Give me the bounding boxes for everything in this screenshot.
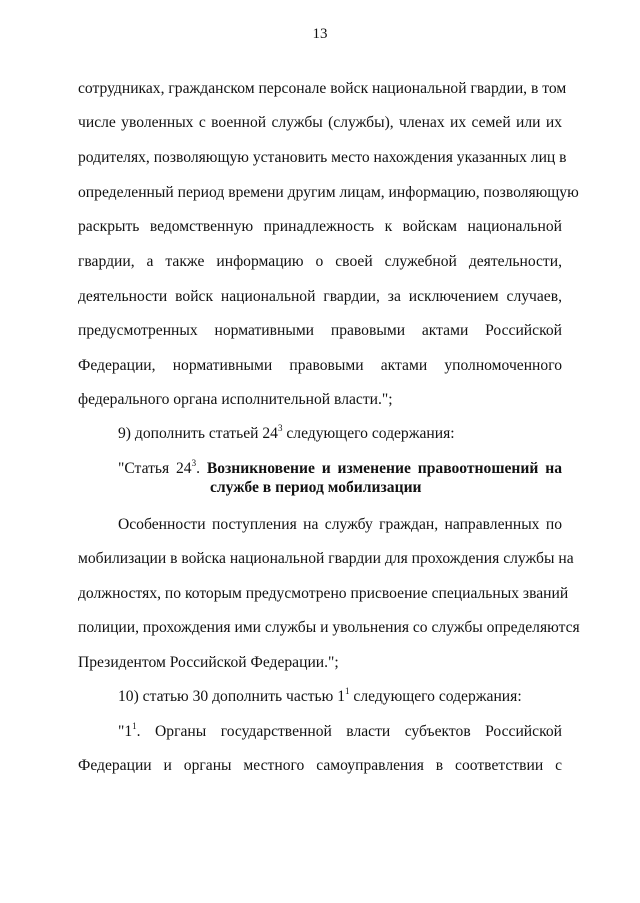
text-line: Федерации, нормативными правовыми актами уполномоченного	[78, 357, 562, 374]
text-line: Особенности поступления на службу граждан, направленных по	[118, 516, 562, 533]
article-label: "Статья 24	[118, 460, 192, 477]
part-superscript: 1	[132, 721, 137, 731]
text-line: числе уволенных с военной службы (службы), членах их семей или их	[78, 114, 562, 131]
text-line: федерального органа исполнительной власти.";	[78, 391, 393, 408]
part-text: . Органы государственной власти субъектов Российской	[136, 723, 562, 740]
item-9-superscript: 3	[277, 423, 283, 433]
item-10	[118, 687, 562, 707]
item-9	[118, 424, 562, 444]
article-title-line2: службе в период мобилизации	[210, 479, 422, 496]
part-number: "1	[118, 723, 133, 740]
text-line: Федерации и органы местного самоуправления в соответствии с	[78, 757, 562, 774]
text-line: должностях, по которым предусмотрено присвоение специальных званий	[78, 585, 569, 602]
item-10-superscript: 1	[345, 686, 350, 696]
article-dot: .	[196, 460, 207, 477]
article-heading	[118, 459, 562, 479]
text-line	[118, 722, 562, 742]
article-title-line1: Возникновение и изменение правоотношений на	[206, 460, 562, 477]
text-line: раскрыть ведомственную принадлежность к войскам национальной	[78, 218, 562, 235]
text-line: гвардии, а также информацию о своей служебной деятельности,	[78, 253, 562, 270]
text-line: определенный период времени другим лицам, информацию, позволяющую	[78, 184, 579, 201]
text-line: деятельности войск национальной гвардии, за исключением случаев,	[78, 288, 562, 305]
text-line: Президентом Российской Федерации.";	[78, 654, 339, 671]
item-9-text: 9) дополнить статьей 24	[118, 425, 278, 442]
text-line: полиции, прохождения ими службы и увольнения со службы определяются	[78, 619, 580, 636]
text-line: предусмотренных нормативными правовыми актами Российской	[78, 322, 562, 339]
item-9-text-rest: следующего содержания:	[282, 425, 455, 442]
text-line: родителях, позволяющую установить место нахождения указанных лиц в	[78, 149, 567, 166]
article-superscript: 3	[191, 458, 197, 468]
item-10-text-rest: следующего содержания:	[349, 688, 522, 705]
text-line: сотрудниках, гражданском персонале войск национальной гвардии, в том	[78, 80, 567, 97]
page-number: 13	[312, 26, 328, 42]
text-line: мобилизации в войска национальной гвардии для прохождения службы на	[78, 550, 574, 567]
item-10-text: 10) статью 30 дополнить частью 1	[118, 688, 346, 705]
